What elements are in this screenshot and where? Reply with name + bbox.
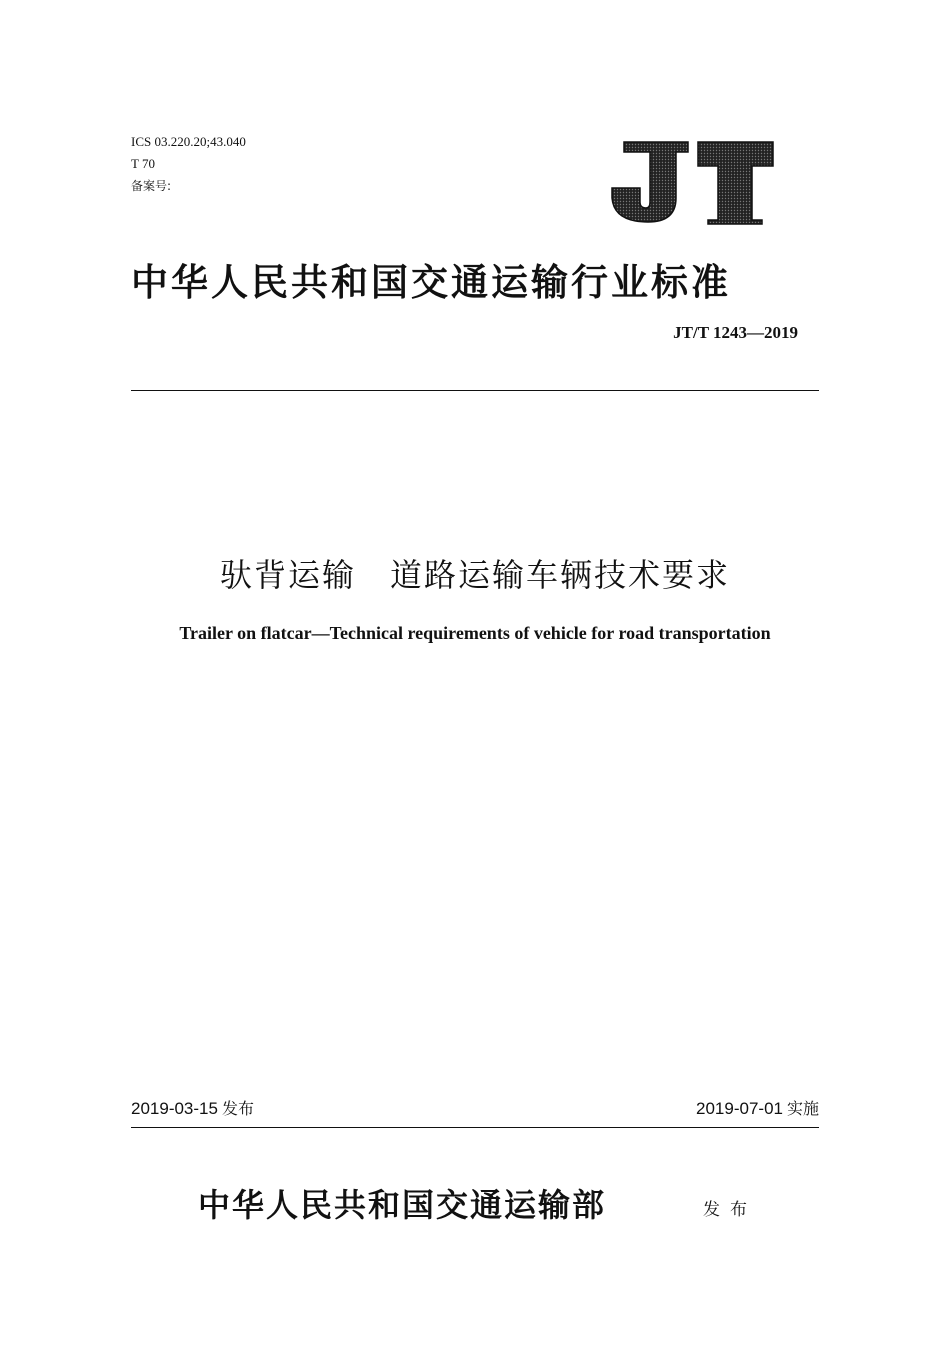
document-title-chinese: 驮背运输 道路运输车辆技术要求	[219, 556, 730, 594]
issue-date-group	[131, 1096, 254, 1119]
date-row	[131, 1096, 819, 1120]
bottom-divider	[131, 1127, 819, 1128]
document-title-english: Trailer on flatcar—Technical requirements of vehicle for road transportation	[179, 623, 771, 643]
implement-label: 实施	[786, 1099, 819, 1118]
standard-number: JT/T 1243—2019	[673, 323, 798, 342]
publisher-name: 中华人民共和国交通运输部	[198, 1186, 607, 1224]
top-divider	[131, 390, 819, 391]
classification-code: T 70	[131, 156, 155, 171]
agency-standard-title: 中华人民共和国交通运输行业标准	[131, 260, 731, 304]
issue-label: 发布	[221, 1099, 254, 1118]
jt-logo-icon	[610, 140, 775, 225]
implement-date-group	[696, 1096, 819, 1119]
ics-code: ICS 03.220.20;43.040	[131, 134, 246, 149]
implement-date: 2019-07-01	[696, 1099, 783, 1118]
issue-date: 2019-03-15	[131, 1099, 218, 1118]
publisher-label: 发布	[703, 1200, 757, 1220]
document-metadata	[131, 131, 246, 197]
filing-number-label: 备案号:	[131, 179, 172, 193]
